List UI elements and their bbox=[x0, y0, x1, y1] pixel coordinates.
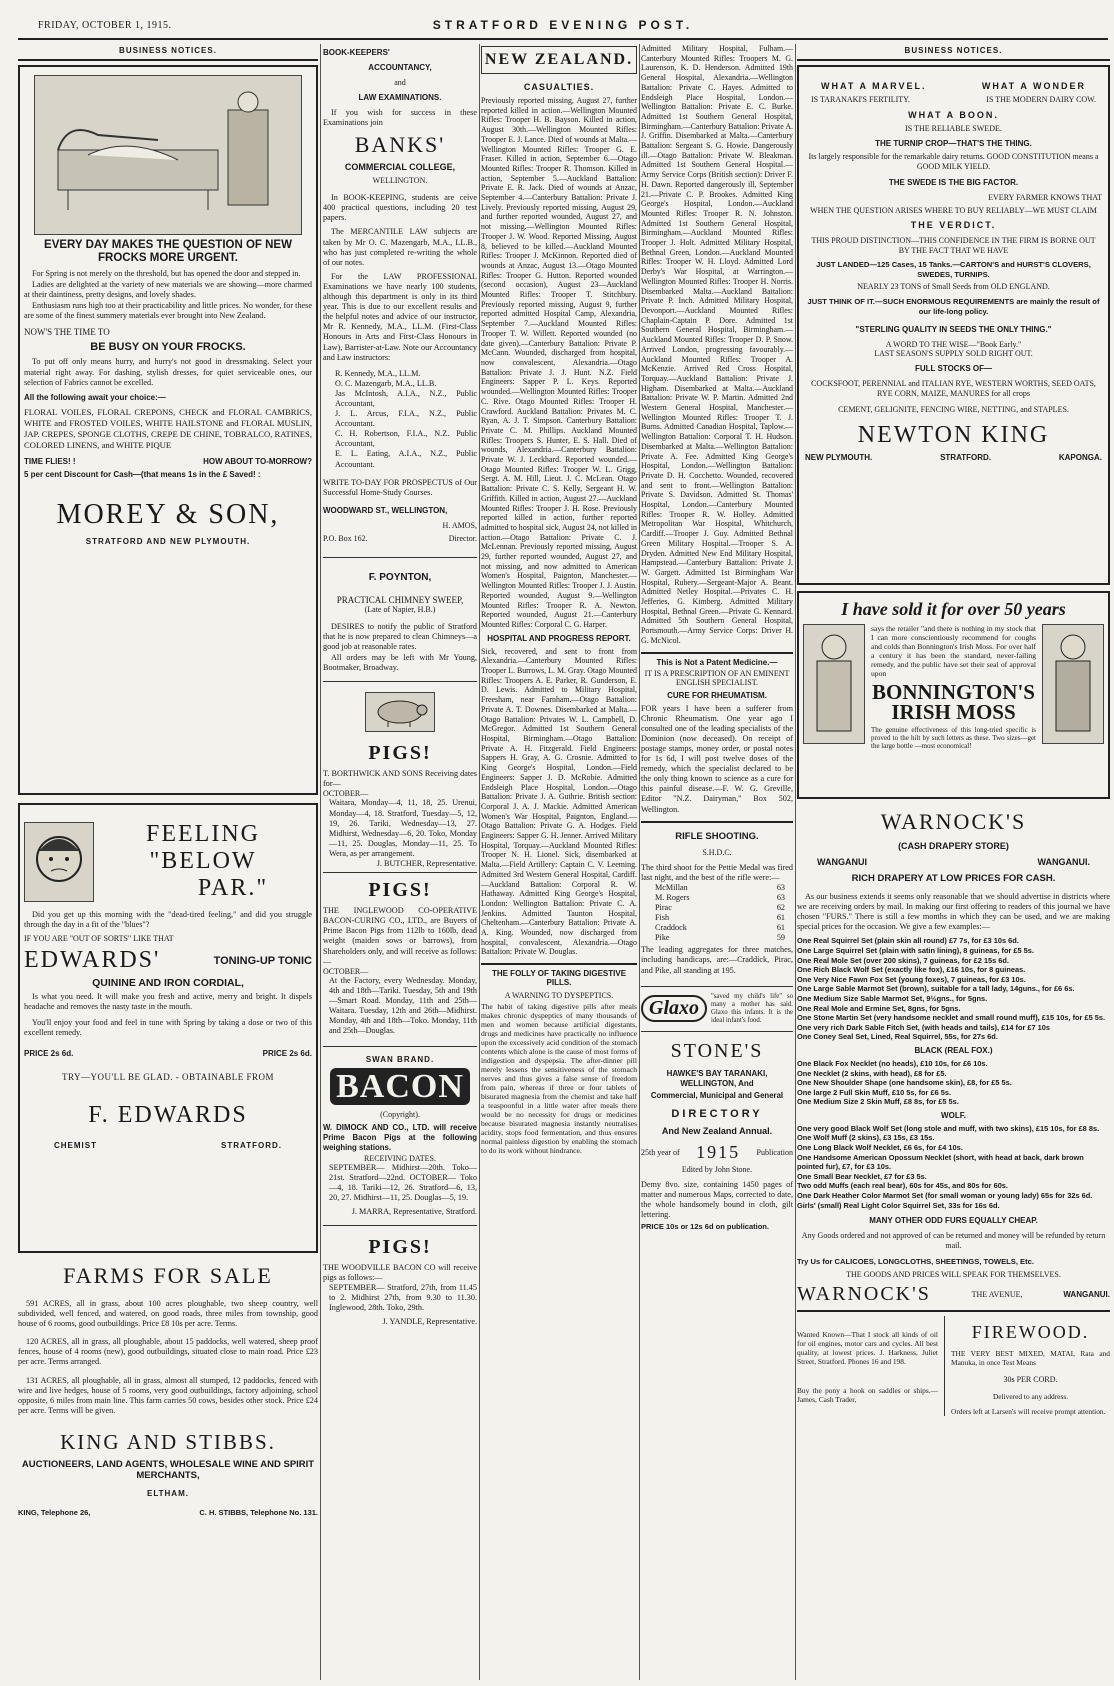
retailer-illustration bbox=[803, 624, 865, 744]
borthwick-text: T. BORTHWICK AND SONS Receiving dates for— bbox=[323, 769, 477, 789]
publication-text: Publication bbox=[756, 1147, 793, 1157]
staff-entry: E. L. Eating, A.I.A., N.Z., Public Accountant. bbox=[335, 449, 477, 469]
paragraph: The leading aggregates for three matches, including handicaps, are:—Craddick, Pirac, and Pike, all standing at 195. bbox=[641, 945, 793, 975]
cash-drapery-heading: (CASH DRAPERY STORE) bbox=[898, 841, 1009, 851]
fur-item: One Large Squirrel Set (plain with satin lining), 8 guineas, for £5 5s. bbox=[797, 945, 1034, 955]
paragraph: CEMENT, GELIGNITE, FENCING WIRE, NETTING, and STAPLES. bbox=[838, 405, 1069, 414]
rifle-heading: RIFLE SHOOTING. bbox=[675, 830, 759, 842]
score-table bbox=[641, 883, 793, 944]
price-text: PRICE 2s 6d. bbox=[262, 1048, 312, 1058]
dates-text: Waitara, Monday—4, 11, 18, 25. Urenui, Monday—4, 18. Stratford, Tuesday—5, 12, 19, 26. Tariki, Wednesday—13, 27. Midhirst, Wednesday—6, 20. Toko, Monday—11, 25. Douglas, Monday—11, 25. To Wera, as per arrangement. bbox=[329, 798, 477, 858]
paragraph: All orders may be left with Mr Young, Bootmaker, Broadway. bbox=[323, 653, 477, 673]
receiving-heading: RECEIVING DATES. bbox=[364, 1153, 436, 1163]
shooter-score: 61 bbox=[776, 913, 785, 923]
month-label: OCTOBER— bbox=[323, 966, 369, 976]
try-us-text: Try Us for CALICOES, LONGCLOTHS, SHEETINGS, TOWELS, Etc. bbox=[797, 1257, 1034, 1267]
casualty-list: Previously reported missing, August 27, further reported killed in action.—Wellington Mounted Rifles: Trooper H. B. Bayson. Killed in action, August 30th.—Wellington Mounted Rifles: Trooper E. J. Lance. Died of wounds at Malta.—Wellington Mounted Rifles: Trooper G. E. Fraser. Killed in action, September 6.—Otago Mounted Rifles: Trooper R. Thomson. Killed in action, September 5.—Auckland Battalion: Private E. R. Jack. Died of wounds at Anzac, September 4.—Canterbury Battalion: Private J. Lively. Previously reported missing, August 29, and further reported wounded, August 27, and not missing.—Wellington Mounted Rifles: Trooper J. W. Wood. Reported Missing, August 8, believed to be killed.—Auckland Mounted Rifles: Trooper J. McKinnon. Reported died of wounds at Anzac, August 13.—Otago Mounted Rifles: Trooper G. Hutton. Reported wounded (second occasion), August 23—Auckland Mounted Rifles: Trooper T. Stitchbury. Previously reported missing, August 9, further reported admitted Hospital Camp, Alexandria, September 7.—Auckland Mounted Rifles: Trooper T. W. Willett. Reported wounded (no date given).—Canterbury Battalion: Private P. McCann. Wounded, discharged from hospital, now convalescent, Alexandria.—Otago Battalion: Private J. J. Hunt. N.Z. Field Engineers: Sapper P. L. Keys. Reported wounded.—Wellington Mounted Rifles: Trooper C. Rive. Otago Mounted Rifles: Trooper H. Crawford. Auckland Battalion: Privates M. C. Ryan, A. J. T. Simpson. Canterbury Battalion: Private C. M. Phillips. Auckland Mounted Rifles: Troopers S. Hunter, E. S. Hall. Died of wounds, Alexandria.—Canterbury Battalion: Private W. J. Leckhard. Reported wounded.—Otago Mounted Rifles: Trooper W. L. Grigg, Sergt. A. M. Hill, Lieut. J. C. McLean. Otago Battalion: Private C. S. Kelly, Sergeant H. W. Griffith. Killed in action, August 27.—Auckland Mounted Rifles: Trooper J. H. Rose. Previously reported killed in action, further reported admitted to hospital sick, August 24, not killed in action.—Otago Battalion: Private C. J. McLennan. Previously reported missing, August 29, further reported wounded, August 27, and not missing, and now admitted to American Women's Hospital, Paignton, Manchester.—Wellington Mounted Rifles: Trooper J. J. Austin. Reported wounded, August 9.—Wellington Mounted Rifles: Trooper R. A. Newton. Reported wounded, August 21.—Canterbury Mounted Rifles: Corporal C. G. Harper. bbox=[481, 96, 637, 629]
firewood-text: THE VERY BEST MIXED, MATAI, Rata and Manuka, in once Test Means bbox=[951, 1349, 1110, 1368]
goods-speak-text: THE GOODS AND PRICES WILL SPEAK FOR THEMSELVES. bbox=[846, 1270, 1061, 1280]
paragraph: For the LAW PROFESSIONAL Examinations we have nearly 100 students, although this department is only in its third year. This is due to our excellent results and the helpful notes and advice of our instructor, Mr R. Kennedy, M.A., LL.M. (First-Class Honours in Arts and First-Class Honours in Law), Barrister-at-Law. Note our Accountancy and Law instructors: bbox=[323, 271, 477, 362]
bacon-logo bbox=[323, 1068, 477, 1106]
paragraph: The third shoot for the Pettie Medal was fired last night, and the best of the rifle were:— bbox=[641, 862, 793, 882]
paragraph: In BOOK-KEEPING, students are ceive 400 practical questions, including 20 test papers. bbox=[323, 193, 477, 223]
turnip-heading: THE TURNIP CROP—THAT'S THE THING. bbox=[875, 139, 1032, 148]
warnocks-title: WARNOCK'S bbox=[797, 1283, 931, 1306]
dates-text: At the Factory, every Wednesday. Monday, 4th and 18th—Tariki. Tuesday, 5th and 19th—Smart Road. Monday, 11th and 25th—Waitara. Tuesday, 12th and 26th—Midhirst. Monday, 4th and 18th—Toko. Monday, 11th and 25th—Douglas. bbox=[329, 975, 477, 1036]
fur-item: One Dark Heather Color Marmot Set (for small woman or young lady) 65s for 32s 6d. bbox=[797, 1191, 1093, 1201]
wonder-heading: WHAT A WONDER bbox=[981, 81, 1086, 91]
column-4 bbox=[641, 44, 793, 1680]
region-text: HAWKE'S BAY TARANAKI, WELLINGTON, And bbox=[666, 1068, 768, 1088]
warnocks-advert bbox=[797, 809, 1110, 1416]
paragraph: THIS PROUD DISTINCTION—THIS CONFIDENCE IN THE FIRM IS BORNE OUT BY THE FACT THAT WE HAVE bbox=[811, 236, 1096, 255]
column-3 bbox=[481, 44, 637, 1680]
think-text: JUST THINK OF IT.—SUCH ENORMOUS REQUIREMENTS are mainly the result of our life-long policy. bbox=[807, 297, 1100, 316]
shooter-name: Fish bbox=[655, 913, 670, 923]
eltham-label: ELTHAM. bbox=[147, 1488, 189, 1498]
shooter-score: 59 bbox=[776, 933, 785, 943]
black-fox-heading: BLACK (REAL FOX.) bbox=[914, 1045, 993, 1055]
paragraph: DESIRES to notify the public of Stratford that he is now prepared to clean Chimneys—a good job at reasonable rates. bbox=[323, 621, 477, 651]
commercial-text: Commercial, Municipal and General bbox=[650, 1090, 784, 1100]
fur-item: One Rich Black Wolf Set (exactly like fox), £16 10s, for 8 guineas. bbox=[797, 965, 1026, 975]
write-today-text: WRITE TO-DAY FOR PROSPECTUS of Our Successful Home-Study Courses. bbox=[323, 477, 477, 497]
paragraph: Enthusiasm runs high too at their practicability and little prices. No wonder, for these are some of the finest summery materials ever brought into New Zealand. bbox=[24, 301, 312, 321]
obtainable-text: TRY—YOU'LL BE GLAD. - OBTAINABLE FROM bbox=[61, 1071, 275, 1082]
paragraph: Buy the pony a hook on saddles or ships.—James, Cash Trader, bbox=[797, 1386, 938, 1405]
hospital-heading: HOSPITAL AND PROGRESS REPORT. bbox=[487, 633, 631, 643]
score-row bbox=[655, 893, 785, 903]
fur-item: One Necklet (2 skins, with head), £8 for £5. bbox=[797, 1068, 947, 1078]
staff-entry: C. H. Robertson, F.I.A., N.Z. Public Accountant, bbox=[335, 429, 477, 449]
representative-text: J. MARRA, Representative, Stratford. bbox=[351, 1206, 477, 1216]
fur-list bbox=[797, 936, 1110, 1042]
customer-illustration bbox=[1042, 624, 1104, 744]
genuine-text: The genuine effectiveness of this long-tried specific is proved to the hilt by such letters as these. Two sizes—get the large bottle —most economical! bbox=[871, 726, 1036, 751]
marvel-heading: WHAT A MARVEL. bbox=[821, 81, 927, 91]
fur-item: One Real Mole Set (over 200 skins), 7 guineas, for £2 15s 6d. bbox=[797, 955, 1009, 965]
tonic-title: TONING-UP TONIC bbox=[213, 954, 312, 967]
sold-text: LAST SEASON'S SUPPLY SOLD RIGHT OUT. bbox=[874, 349, 1033, 358]
score-row bbox=[655, 883, 785, 893]
masthead bbox=[18, 14, 1108, 40]
inglewood-text: THE INGLEWOOD CO-OPERATIVE BACON-CURING CO., LTD., are Buyers of Prime Bacon Pigs from 112lb to 160lb, dead weight (maiden sows or barrows), from Shareholders only, and will receive as follows:— bbox=[323, 906, 477, 966]
fur-item: One Real Squirrel Set (plain skin all round) £7 7s, for £3 10s 6d. bbox=[797, 936, 1019, 946]
dimock-text: W. DIMOCK AND CO., LTD. will receive Prime Bacon Pigs at the following weighing stations. bbox=[323, 1123, 477, 1153]
chemist-label: CHEMIST bbox=[54, 1140, 97, 1150]
morey-title: MOREY & SON, bbox=[56, 498, 280, 530]
landed-text: JUST LANDED—125 Cases, 15 Tanks.—CARTON'S and HURST'S CLOVERS, SWEDES, TURNIPS. bbox=[816, 260, 1091, 279]
woman-on-couch-illustration bbox=[34, 75, 302, 235]
staff-entry: J. L. Arcus, F.I.A., N.Z., Public Accountant. bbox=[335, 409, 477, 429]
paragraph: Any Goods ordered and not approved of can be returned and money will be refunded by return mail. bbox=[801, 1231, 1106, 1251]
warning-heading: A WARNING TO DYSPEPTICS. bbox=[504, 991, 614, 1001]
fur-item: One Medium Size 2 Skin Muff, £8 8s, for £5 5s. bbox=[797, 1097, 959, 1107]
hospital-list: Sick, recovered, and sent to front from Alexandria.—Canterbury Mounted Rifles: Trooper L. Burrows, L. M. Gray. Otago Mounted Rifles: Troopers A. E. Parker, R. Gunderson, E. D. Lewis. Admitted to Military Hospital, Freesham, near Farnham.—Otago Battalion: Private A. T. Downes. Disembarked at Malta.—Otago Battalion: Privates W. L. Campbell, D. McGregor. Admitted 1st Southern General Hospital, Birmingham.—Otago Battalion: Private A. H. Fitzgerald. Field Engineers: Sappers H. Gray, A. G. Crosnie. Admitted to King George's Hospital, London.—Field Engineers: Sapper J. D. McRobie. Admitted Endsleigh Place Hospital, London.—Otago Battalion: Private J. A. Guthrie. British section: Corporal J. A. J. Mackie. Admitted American Women's War Hospital, Paignton, England.—Otago Battalion: Private G. A. Hodges. Field Engineers: Sapper G. H. Jenner. Arrived Military Hospital, Torquay.—Auckland Mounted Rifles: Trooper N. H. Lionel. Sick, disembarked at Malta.—Field Artillery: Captain C. V. Leeming. Admitted 3rd Western General Hospital, Cardiff.—Auckland Battalion: Corporal R. W. Hathaway. Admitted King George's Hospital, London: Wellington Battalion: Private C. A. Jenkins. Admitted Taunton Hospital, Cheltenham.—Canterbury Battalion: Private A. A. King. Wounded, now discharged from hospital, convalescent, Alexandria.—Otago Battalion: Private W. Douglas. bbox=[481, 646, 637, 957]
fur-item: One Wolf Muff (2 skins), £3 15s, £3 15s. bbox=[797, 1133, 935, 1143]
not-patent-text: This is Not a Patent Medicine.— bbox=[656, 657, 778, 667]
quinine-heading: QUININE AND IRON CORDIAL, bbox=[92, 977, 244, 990]
copyright-text: (Copyright). bbox=[380, 1110, 420, 1120]
napier-text: (Late of Napier, H.B.) bbox=[364, 604, 436, 614]
heading: LAW EXAMINATIONS. bbox=[358, 93, 442, 102]
fur-item: One Very Nice Fawn Fox Set (young foxes), 7 guineas, for £3 10s. bbox=[797, 974, 1026, 984]
column-1 bbox=[18, 44, 318, 1680]
be-busy-heading: BE BUSY ON YOUR FROCKS. bbox=[90, 341, 246, 354]
await-choice-text: All the following await your choice:— bbox=[24, 392, 166, 402]
fur-item: One Handsome American Opossum Necklet (short, with head at back, dark brown pointed fur), £7, for £3 10s. bbox=[797, 1152, 1084, 1172]
auctioneers-text: AUCTIONEERS, LAND AGENTS, WHOLESALE WINE AND SPIRIT MERCHANTS, bbox=[21, 1458, 315, 1481]
cure-heading: CURE FOR RHEUMATISM. bbox=[667, 690, 767, 700]
staff-entry: Jas McIntosh, A.I.A., N.Z., Public Accountant, bbox=[335, 388, 477, 408]
fur-item: One Real Mole and Ermine Set, 8gns, for 5gns. bbox=[797, 1003, 961, 1013]
heading: BOOK-KEEPERS' bbox=[323, 48, 390, 57]
city-label: WANGANUI bbox=[817, 857, 867, 867]
new-zealand-heading: NEW ZEALAND. bbox=[484, 51, 634, 68]
glaxo-logo: Glaxo bbox=[641, 995, 707, 1022]
couch-illustration-icon bbox=[38, 80, 298, 230]
rheumatism-text: FOR years I have been a sufferer from Chronic Rheumatism. One year ago I consulted one of the leading specialists of the Dominion (now deceased). On receipt of postage stamps, money order, or postal notes for 1s 6d, I will post twelve doses of the remedy, which the specialist declared to be the only thing known to science as a cure for this painful disease.—F. W. G. Greville, Editor "N.Z. Dairyman," Box 502, Wellington. bbox=[641, 703, 793, 814]
prescription-text: IT IS A PRESCRIPTION OF AN EMINENT ENGLISH SPECIALIST. bbox=[644, 668, 790, 687]
face-illustration bbox=[24, 822, 94, 902]
score-row bbox=[655, 903, 785, 913]
swan-brand-label: SWAN BRAND. bbox=[365, 1055, 435, 1065]
farms-heading: FARMS FOR SALE bbox=[63, 1263, 273, 1288]
college-heading: COMMERCIAL COLLEGE, bbox=[344, 162, 456, 173]
farm-listing: 131 ACRES, all ploughable, all in grass, almost all stumped, 12 paddocks, fenced with wire and live hedges, house of 5 rooms, very good outbuildings, factory adjoining, school opposite, 6 miles from main line. This farm carries 50 cows, besides other stock. Price £24 per acre. Terms will be given. bbox=[18, 1375, 318, 1415]
now-time-text: NOW'S THE TIME TO bbox=[24, 327, 110, 338]
shooter-score: 63 bbox=[776, 882, 785, 892]
column-divider bbox=[795, 44, 796, 1680]
heading: ACCOUNTANCY, bbox=[368, 63, 432, 72]
pig-icon bbox=[370, 696, 430, 728]
retailer-quote: says the retailer "and there is nothing in my stock that I can more conscientiously recommend for coughs and colds than Bonnington's Irish Moss. For over half a century it has been the standard, never-failing remedy, and the public have set their seal of approval upon bbox=[871, 624, 1036, 678]
frocks-advert bbox=[18, 65, 318, 795]
column-divider bbox=[479, 44, 480, 1680]
price-text: PRICE 2s 6d. bbox=[24, 1048, 74, 1058]
fur-item: One Small Bear Necklet, £7 for £3 5s. bbox=[797, 1171, 927, 1181]
man-face-icon bbox=[29, 827, 89, 897]
fur-item: Two odd Muffs (each real bear), 60s for 45s, and 80s for 60s. bbox=[797, 1181, 1008, 1191]
king-stibbs-title: KING AND STIBBS. bbox=[60, 1429, 276, 1454]
avenue-text: THE AVENUE, bbox=[971, 1290, 1023, 1300]
address-text: WOODWARD ST., WELLINGTON, bbox=[323, 505, 448, 515]
below-heading: "BELOW bbox=[149, 848, 257, 874]
farm-listing: 591 ACRES, all in grass, about 100 acres ploughable, two sheep country, well subdivided, well fenced, and watered, on good roads, three miles from township, good house of 6 rooms, good outbuildings. Price £8 10s per acre. Terms. bbox=[18, 1299, 318, 1329]
fur-item: One very rich Dark Sable Fitch Set, (with heads and tails), £14 for £7 10s bbox=[797, 1022, 1051, 1032]
time-flies-text: TIME FLIES! ! bbox=[24, 456, 76, 466]
sold-fifty-heading: I have sold it for over 50 years bbox=[841, 599, 1066, 619]
farm-listing: 120 ACRES, all in grass, all ploughable, about 15 paddocks, well watered, sheep proof fences, house of 4 rooms (new), good outbuildings, situated close to main road. Price £23 per acre. Terms arranged. bbox=[18, 1337, 318, 1367]
paragraph: The MERCANTILE LAW subjects are taken by Mr O. C. Mazengarb, M.A., LL.B., who has just completed re-writing the whole of our notes. bbox=[323, 227, 477, 267]
orders-text: Orders left at Larsen's will receive prompt attention. bbox=[951, 1407, 1106, 1417]
shooter-name: Pirac bbox=[655, 903, 672, 912]
firewood-title: FIREWOOD. bbox=[971, 1322, 1090, 1343]
newspaper-title: STRATFORD EVENING POST. bbox=[432, 18, 694, 32]
fur-item: One very good Black Wolf Set (long stole and muff, with two skins), £15 10s, for £8 8s. bbox=[797, 1123, 1100, 1133]
heading: and bbox=[394, 78, 406, 87]
representative-text: J. YANDLE, Representative. bbox=[382, 1317, 477, 1327]
pigs-heading: PIGS! bbox=[368, 1236, 432, 1258]
bacon-logo-text: BACON bbox=[330, 1068, 470, 1105]
shooter-score: 61 bbox=[776, 923, 785, 933]
wolf-heading: WOLF. bbox=[941, 1110, 966, 1120]
city-label: WANGANUI. bbox=[1063, 1290, 1110, 1300]
discount-text: 5 per cent Discount for Cash—(that means 1s in the £ Saved! : bbox=[24, 469, 261, 479]
price-text: PRICE 10s or 12s 6d on publication. bbox=[641, 1222, 769, 1232]
staff-entry: R. Kennedy, M.A., LL.M. bbox=[335, 368, 421, 378]
paragraph: Its largely responsible for the remarkable dairy returns. GOOD CONSTITUTION means a GOOD MILK YIELD. bbox=[808, 152, 1099, 171]
other-furs-heading: MANY OTHER ODD FURS EQUALLY CHEAP. bbox=[869, 1216, 1038, 1226]
shooter-score: 62 bbox=[776, 903, 785, 912]
quality-heading: "STERLING QUALITY IN SEEDS THE ONLY THING." bbox=[855, 325, 1052, 334]
f-edwards-title: F. EDWARDS bbox=[88, 1101, 248, 1128]
branch-label: KAPONGA. bbox=[1058, 453, 1102, 462]
director-title: Director. bbox=[448, 533, 477, 543]
casualties-heading: CASUALTIES. bbox=[523, 82, 595, 92]
paragraph: You'll enjoy your food and feel in tune with Spring by taking a dose or two of this excellent remedy. bbox=[24, 1018, 312, 1038]
customer-icon bbox=[1048, 629, 1098, 739]
fur-item: One New Shoulder Shape (one handsome skin), £8, for £5 5s. bbox=[797, 1078, 1012, 1088]
representative-text: J. BUTCHER, Representative. bbox=[376, 859, 477, 869]
stocks-heading: FULL STOCKS OF— bbox=[914, 364, 993, 373]
boon-heading: WHAT A BOON. bbox=[908, 110, 999, 120]
newton-king-advert bbox=[797, 65, 1110, 585]
stratford-label: STRATFORD. bbox=[221, 1140, 282, 1150]
sweep-heading: PRACTICAL CHIMNEY SWEEP, bbox=[336, 594, 464, 605]
fox-list bbox=[797, 1059, 1110, 1107]
telephone-text: C. H. STIBBS, Telephone No. 131. bbox=[199, 1507, 318, 1517]
dairy-cow-text: IS THE MODERN DAIRY COW. bbox=[986, 95, 1096, 104]
tomorrow-text: HOW ABOUT TO-MORROW? bbox=[203, 456, 312, 466]
shooter-name: M. Rogers bbox=[655, 892, 690, 902]
newton-king-title: NEWTON KING bbox=[857, 422, 1050, 448]
warnocks-title: WARNOCK'S bbox=[880, 809, 1027, 834]
pig-illustration bbox=[365, 692, 435, 732]
shooter-name: Pike bbox=[655, 933, 670, 943]
paragraph: Ladies are delighted at the variety of new materials we are showing—more charmed at their daintiness, pretty designs, and lovely shades. bbox=[24, 280, 312, 300]
pigs-heading: PIGS! bbox=[368, 879, 432, 902]
staff-entry: O. C. Mazengarb, M.A., LL.B. bbox=[335, 378, 437, 388]
glaxo-advert bbox=[641, 993, 793, 1025]
every-farmer-text: EVERY FARMER KNOWS THAT bbox=[988, 193, 1102, 202]
paragraph: COCKSFOOT, PERENNIAL and ITALIAN RYE, WESTERN WORTHS, SEED OATS, RYE CORN, MAIZE, MANURES for all crops bbox=[811, 379, 1096, 398]
paragraph: Is what you need. It will make you fresh and active, merry and bright. It dispels headache and removes the nasty taste in the mouth. bbox=[24, 992, 312, 1012]
telephone-text: KING, Telephone 26, bbox=[18, 1507, 91, 1517]
fur-item: Girls' (small) Real Light Color Squirrel Set, 33s for 16s 6d. bbox=[797, 1200, 1000, 1210]
edwards-title: EDWARDS' bbox=[24, 947, 161, 974]
paragraph: For Spring is not merely on the threshold, but has opened the door and stepped in. bbox=[32, 269, 301, 278]
delivered-text: Delivered to any address. bbox=[992, 1392, 1069, 1402]
folly-text: The habit of taking digestive pills after meals makes chronic dyspeptics of many thousands of men and women because artificial digestants, drugs and medicines have practically no influence upon the excessively acid condition of the stomach contents which alone is the cause of most forms of indigestion and dyspepsia. The after-dinner pill merely lessens the sensitiveness of the stomach nerves and thus gives a false sense of freedom from pain, whereas if three or four tablets of bisurated magnesia from the chemist and take half a teaspoonful in a little water after meals there would be no necessity for drugs or medicines because bisurated magnesia instantly neutralises acidity, stops food fermentation, and thus ensures normal painless digestion by enabling the stomach to do its work without hindrance. bbox=[481, 1002, 637, 1156]
hospital-list: Admitted Military Hospital, Fulham.—Canterbury Mounted Rifles: Troopers M. G. Laurenson, K. D. Henderson. Admitted 19th General Hospital, Alexandria.—Wellington Battalion: Private C. Hayes. Admitted to Endsleigh Place Hospital, London.—Wellington Battalion: Private E. C. Burke. Admitted 1st Southern General Hospital, Birmingham.—Canterbury Battalion: Private A. J. Griffin. Disembarked at Malta.—Canterbury Battalion: Sergeant S. G. Howie. Dangerously ill.—Otago Battalion: Private W. Bleakman. Admitted 1st Southern General Hospital.—Army Service Corps (British section): Driver F. H. Dawn. Reported dangerously ill, September 21.—Private C. P. Brookes. Admitted King George's Hospital, London.—Auckland Mounted Rifles: Trooper R. N. Johnston. Admitted 1st Southern General Hospital, Birmingham.—Auckland Mounted Rifles: Trooper J. Holt. Admitted Military Hospital, Bethnal Green, London.—Auckland Mounted Rifles: Trooper W. H. Lloyd. Admitted Lord Derby's War Hospital, at Warrington.—Wellington Mounted Rifles: Trooper H. Norris. Disembarked Malta.—Auckland Battalion: Private P. Inch. Admitted Military Hospital, Devonport.—Auckland Mounted Rifles: Chaplain-Captain P. Dore. Admitted 1st Southern General Hospital, Birmingham.—Auckland Mounted Rifles: Trooper D. P. Snow. Arrived London, progressing favourably.—Auckland Mounted Rifles: Trooper A. McKenzie. Arrived Red Cross Hospital, Torquay.—Auckland Battalion: Private J. Higham. Disembarked at Malta.—Auckland Battalion: Private W. P. Martin. Admitted 2nd Western General Hospital, Manchester.—Wellington Mounted Rifles: Trooper T. J. Burns. Admitted Canadian Hospital, Taplow.—Wellington Battalion: Corporal T. H. Hudson. Disembarked at Malta.—Wellington Battalion: Private A. Fee. Admitted King George's Hospital, London.—Wellington Battalion: Private D. H. Cocchetto. Wounded, recovered and sent to front.—Wellington Battalion: Private S. Davidson. Admitted St. Thomas' Hospital, London.—Canterbury Mounted Rifles: Trooper R. W. Holley. Admitted Metropolitan War Hospital, Whitchurch, Cardiff.—Trooper J. Guy. Admitted Bethnal Green Military Hospital.—Trooper S. A. Dryden. Admitted New End Military Hospital, Hampstead.—Canterbury Battalion: Private J. W. Gargett. Admitted 1st Birmingham War Hospital, Rubery.—Sergeant-Major A. Beant. Admitted Netley Hospital.—Privates C. H. Jefferies, G. Kimberg. Admitted Military Hospital, Bethnal Green.—Private G. Kennard. Admitted 5th Southern General Hospital, Portsmouth.—Army Service Corps: Driver H. G. McNicol. bbox=[641, 44, 793, 645]
column-5 bbox=[797, 44, 1110, 1680]
dates-text: SEPTEMBER— Stratford, 27th, from 11.45 to 2. Midhirst 27th, from 9.30 to 11.30. Inglewood, 28th. Toko, 29th. bbox=[329, 1283, 477, 1313]
big-factor-heading: THE SWEDE IS THE BIG FACTOR. bbox=[888, 178, 1019, 187]
fabric-list: FLORAL VOILES, FLORAL CREPONS, CHECK and FLORAL CAMBRICS, WHITE and FROSTED VOILES, WHITE HAILSTONE and FLORAL MUSLIN, JAP. CREPES, SPONGE CLOTHS, CREPE DE CHINE, TOBRALCO, RATINES, COLORED LINENS, and WHITE PIQUE bbox=[24, 406, 312, 450]
wolf-list bbox=[797, 1124, 1110, 1210]
club-label: S.H.D.C. bbox=[702, 847, 732, 857]
paragraph: As our business extends it seems only reasonable that we should advertise in districts where we are receiving orders by mail. In making our first offering to readers of this journal we have chosen "FURS." There is still a few months in which they can be used, and we are making special prices for the occasion. We give a few examples:— bbox=[797, 892, 1110, 932]
woodville-text: THE WOODVILLE BACON CO will receive pigs as follows:— bbox=[323, 1263, 477, 1283]
city-label: WELLINGTON. bbox=[372, 176, 428, 186]
fertility-text: IS TARANAKI'S FERTILITY. bbox=[811, 95, 910, 104]
score-row bbox=[655, 913, 785, 923]
column-2 bbox=[323, 44, 477, 1680]
wanted-known-text: Wanted Known—That I stock all kinds of oil for oil engines, motor cars and cycles. All best quality, at lowest prices. J. Harkness, Juliet Street, Stratford. Phones 16 and 198. bbox=[797, 1330, 938, 1367]
rich-drapery-heading: RICH DRAPERY AT LOW PRICES FOR CASH. bbox=[851, 873, 1056, 884]
director-name: H. AMOS, bbox=[442, 520, 477, 530]
farms-advert bbox=[18, 1263, 318, 1517]
editor-text: Edited by John Stone. bbox=[681, 1164, 753, 1174]
publication-year: 1915 bbox=[696, 1141, 741, 1162]
shooter-score: 63 bbox=[776, 892, 785, 902]
folly-heading: THE FOLLY OF TAKING DIGESTIVE PILLS. bbox=[491, 969, 627, 988]
shooter-name: McMillan bbox=[655, 882, 688, 892]
fur-item: One Medium Size Sable Marmot Set, 9½gns., for 5gns. bbox=[797, 993, 988, 1003]
publication-text: 25th year of bbox=[641, 1147, 680, 1157]
section-header: BUSINESS NOTICES. bbox=[119, 46, 217, 55]
section-header: BUSINESS NOTICES. bbox=[904, 46, 1003, 55]
verdict-heading: THE VERDICT. bbox=[910, 220, 997, 230]
directory-heading: DIRECTORY bbox=[671, 1107, 763, 1120]
fur-item: One Long Black Wolf Necklet, £6 6s, for £4 10s. bbox=[797, 1143, 963, 1153]
pigs-heading: PIGS! bbox=[368, 742, 432, 765]
word-text: A WORD TO THE WISE—"Book Early." bbox=[885, 340, 1022, 349]
morey-location: STRATFORD AND NEW PLYMOUTH. bbox=[85, 536, 251, 546]
out-of-sorts-text: IF YOU ARE "OUT OF SORTS" LIKE THAT bbox=[24, 934, 174, 944]
issue-date: FRIDAY, OCTOBER 1, 1915. bbox=[38, 20, 172, 31]
month-label: OCTOBER— bbox=[323, 789, 369, 799]
annual-heading: And New Zealand Annual. bbox=[661, 1125, 773, 1136]
paragraph: WHEN THE QUESTION ARISES WHERE TO BUY RELIABLY—WE MUST CLAIM bbox=[810, 206, 1097, 215]
paragraph: Demy 8vo. size, containing 1450 pages of matter and numerous Maps, corrected to date, the whole handsomely bound in cloth, gilt lettering. bbox=[641, 1179, 793, 1219]
score-row bbox=[655, 933, 785, 943]
stones-title: STONE'S bbox=[670, 1039, 764, 1062]
fur-item: One Coney Seal Set, Lined, Real Squirrel, 55s, for 27s 6d. bbox=[797, 1032, 998, 1042]
swede-text: IS THE RELIABLE SWEDE. bbox=[905, 124, 1002, 133]
par-heading: PAR." bbox=[197, 875, 269, 901]
tons-text: NEARLY 23 TONS of Small Seeds from OLD ENGLAND. bbox=[857, 282, 1050, 291]
po-box: P.O. Box 162. bbox=[323, 533, 368, 543]
fur-item: One large 2 Full Skin Muff, £10 5s, for £6 5s. bbox=[797, 1087, 952, 1097]
dates-text: SEPTEMBER— Midhirst—20th. Toko—21st. Stratford—22nd. OCTOBER— Toko—4, 18. Tariki—12, 26. Stratford—6, 13, 20, 27. Midhirst—11, 25. Douglas—5, 19. bbox=[329, 1162, 477, 1202]
fur-item: One Black Fox Necklet (no heads), £10 10s, for £6 10s. bbox=[797, 1058, 988, 1068]
city-label: WANGANUI. bbox=[1037, 857, 1090, 867]
tonic-advert bbox=[18, 803, 318, 1253]
column-divider bbox=[320, 44, 321, 1680]
bonnington-advert bbox=[797, 591, 1110, 799]
per-cord-text: 30s PER CORD. bbox=[1003, 1375, 1058, 1385]
frocks-heading: EVERY DAY MAKES THE QUESTION OF NEW FROCKS MORE URGENT. bbox=[44, 239, 292, 264]
poynton-title: F. POYNTON, bbox=[368, 571, 432, 583]
branch-label: STRATFORD. bbox=[940, 453, 992, 462]
banks-title: BANKS' bbox=[354, 132, 446, 158]
paragraph: Did you get up this morning with the "dead-tired feeling," and did you struggle through the day in a fit of the "blues"? bbox=[24, 910, 312, 930]
glaxo-text: "saved my child's life" so many a mother has said. Glaxo this infants. It is the ideal infant's food. bbox=[711, 992, 793, 1024]
bonnington-logo: BONNINGTON'S IRISH MOSS bbox=[872, 680, 1035, 724]
retailer-icon bbox=[809, 629, 859, 739]
shooter-name: Craddock bbox=[655, 923, 687, 933]
feeling-heading: FEELING bbox=[146, 821, 260, 847]
score-row bbox=[655, 923, 785, 933]
branch-label: NEW PLYMOUTH. bbox=[805, 453, 873, 462]
fur-item: One Large Sable Marmot Set (brown), suitable for a tall lady, 14guns., for £6 6s. bbox=[797, 984, 1075, 994]
fur-item: One Stone Martin Set (very handsome necklet and small round muff), £15 10s, for £5 5s. bbox=[797, 1013, 1106, 1023]
paragraph: To put off only means hurry, and hurry's not good in dressmaking. Select your material right away. For dashing, stylish dresses, for quiet serviceable ones, our selection of Fabrics cannot be excelled. bbox=[24, 357, 312, 387]
column-divider bbox=[639, 44, 640, 1680]
paragraph: If you wish for success in these Examinations join bbox=[323, 108, 477, 128]
